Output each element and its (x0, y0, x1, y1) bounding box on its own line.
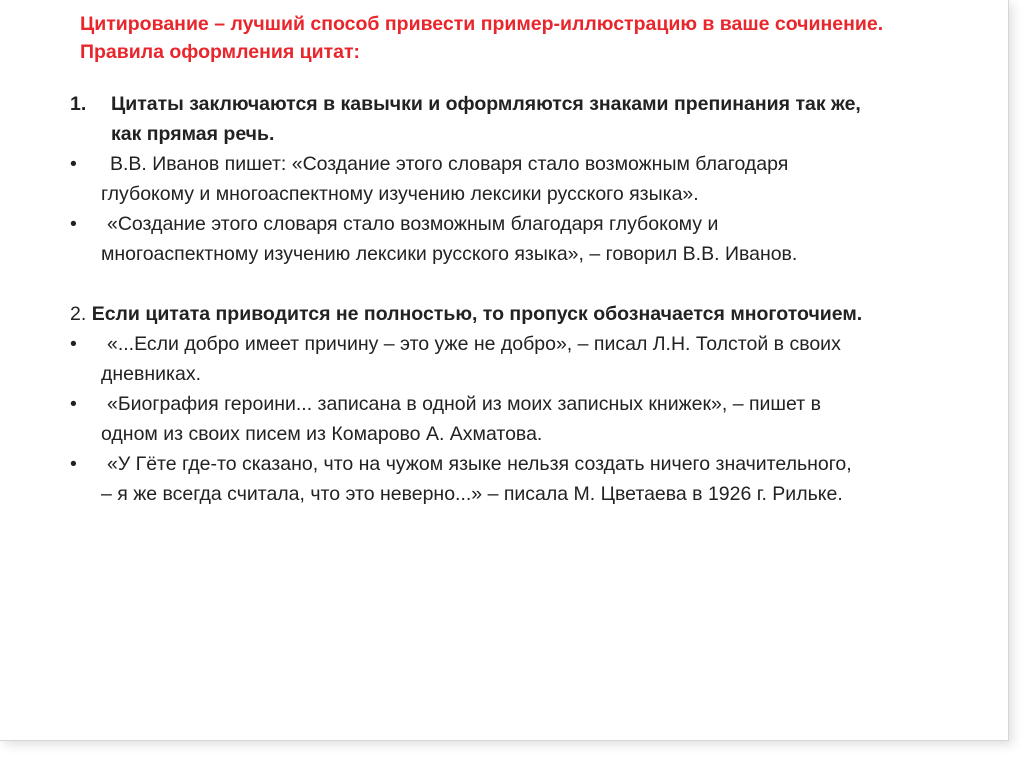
list-item-text: «У Гёте где-то сказано, что на чужом языке нельзя создать ничего значительного, (107, 453, 852, 475)
list-item (70, 209, 990, 269)
rule-2-text: Если цитата приводится не полностью, то пропуск обозначается многоточием. (91, 303, 863, 325)
list-item (70, 389, 990, 449)
list-item-line (70, 329, 990, 359)
list-item-line (70, 179, 990, 209)
title-line: Цитирование – лучший способ привести пример-иллюстрацию в ваше сочинение. (80, 13, 884, 35)
list-item-line (70, 389, 990, 419)
bullet-icon: • (70, 213, 77, 235)
list-item (70, 449, 990, 509)
bullet-icon: • (70, 153, 77, 175)
slide-title (80, 10, 1000, 66)
list-item-line (70, 359, 990, 389)
rule-1-line (70, 119, 990, 149)
rule-1-number: 1. (70, 93, 87, 115)
rule-1-text: как прямая речь. (111, 123, 275, 145)
list-item-line (70, 479, 990, 509)
rule-1-text: Цитаты заключаются в кавычки и оформляются знаками препинания так же, (111, 93, 861, 115)
rule-1-line (70, 89, 990, 119)
list-item-line (70, 149, 990, 179)
rule-2-number: 2. (70, 303, 87, 325)
list-item-text: – я же всегда считала, что это неверно...» – писала М. Цветаева в 1926 г. Рильке. (101, 483, 843, 505)
bullet-icon: • (70, 393, 77, 415)
list-item-text: «...Если добро имеет причину – это уже не добро», – писал Л.Н. Толстой в своих (107, 333, 841, 355)
list-item (70, 329, 990, 389)
list-item-line (70, 449, 990, 479)
title-line: Правила оформления цитат: (80, 41, 361, 63)
rule-2-line (70, 299, 990, 329)
list-item-line (70, 209, 990, 239)
list-item-text: одном из своих писем из Комарово А. Ахматова. (101, 423, 543, 445)
slide-body (70, 89, 990, 509)
list-item-text: В.В. Иванов пишет: «Создание этого словаря стало возможным благодаря (110, 153, 789, 175)
list-item-text: многоаспектному изучению лексики русского языка», – говорил В.В. Иванов. (101, 243, 798, 265)
list-item-line (70, 239, 990, 269)
list-item-text: дневниках. (101, 363, 201, 385)
spacer (70, 269, 990, 299)
rule-1 (70, 89, 990, 149)
list-item-text: «Биография героини... записана в одной из моих записных книжек», – пишет в (107, 393, 821, 415)
rule-2 (70, 299, 990, 329)
list-item-text: «Создание этого словаря стало возможным благодаря глубокому и (107, 213, 719, 235)
bullet-icon: • (70, 453, 77, 475)
list-item-line (70, 419, 990, 449)
bullet-icon: • (70, 333, 77, 355)
list-item (70, 149, 990, 209)
list-item-text: глубокому и многоаспектному изучению лексики русского языка». (101, 183, 699, 205)
